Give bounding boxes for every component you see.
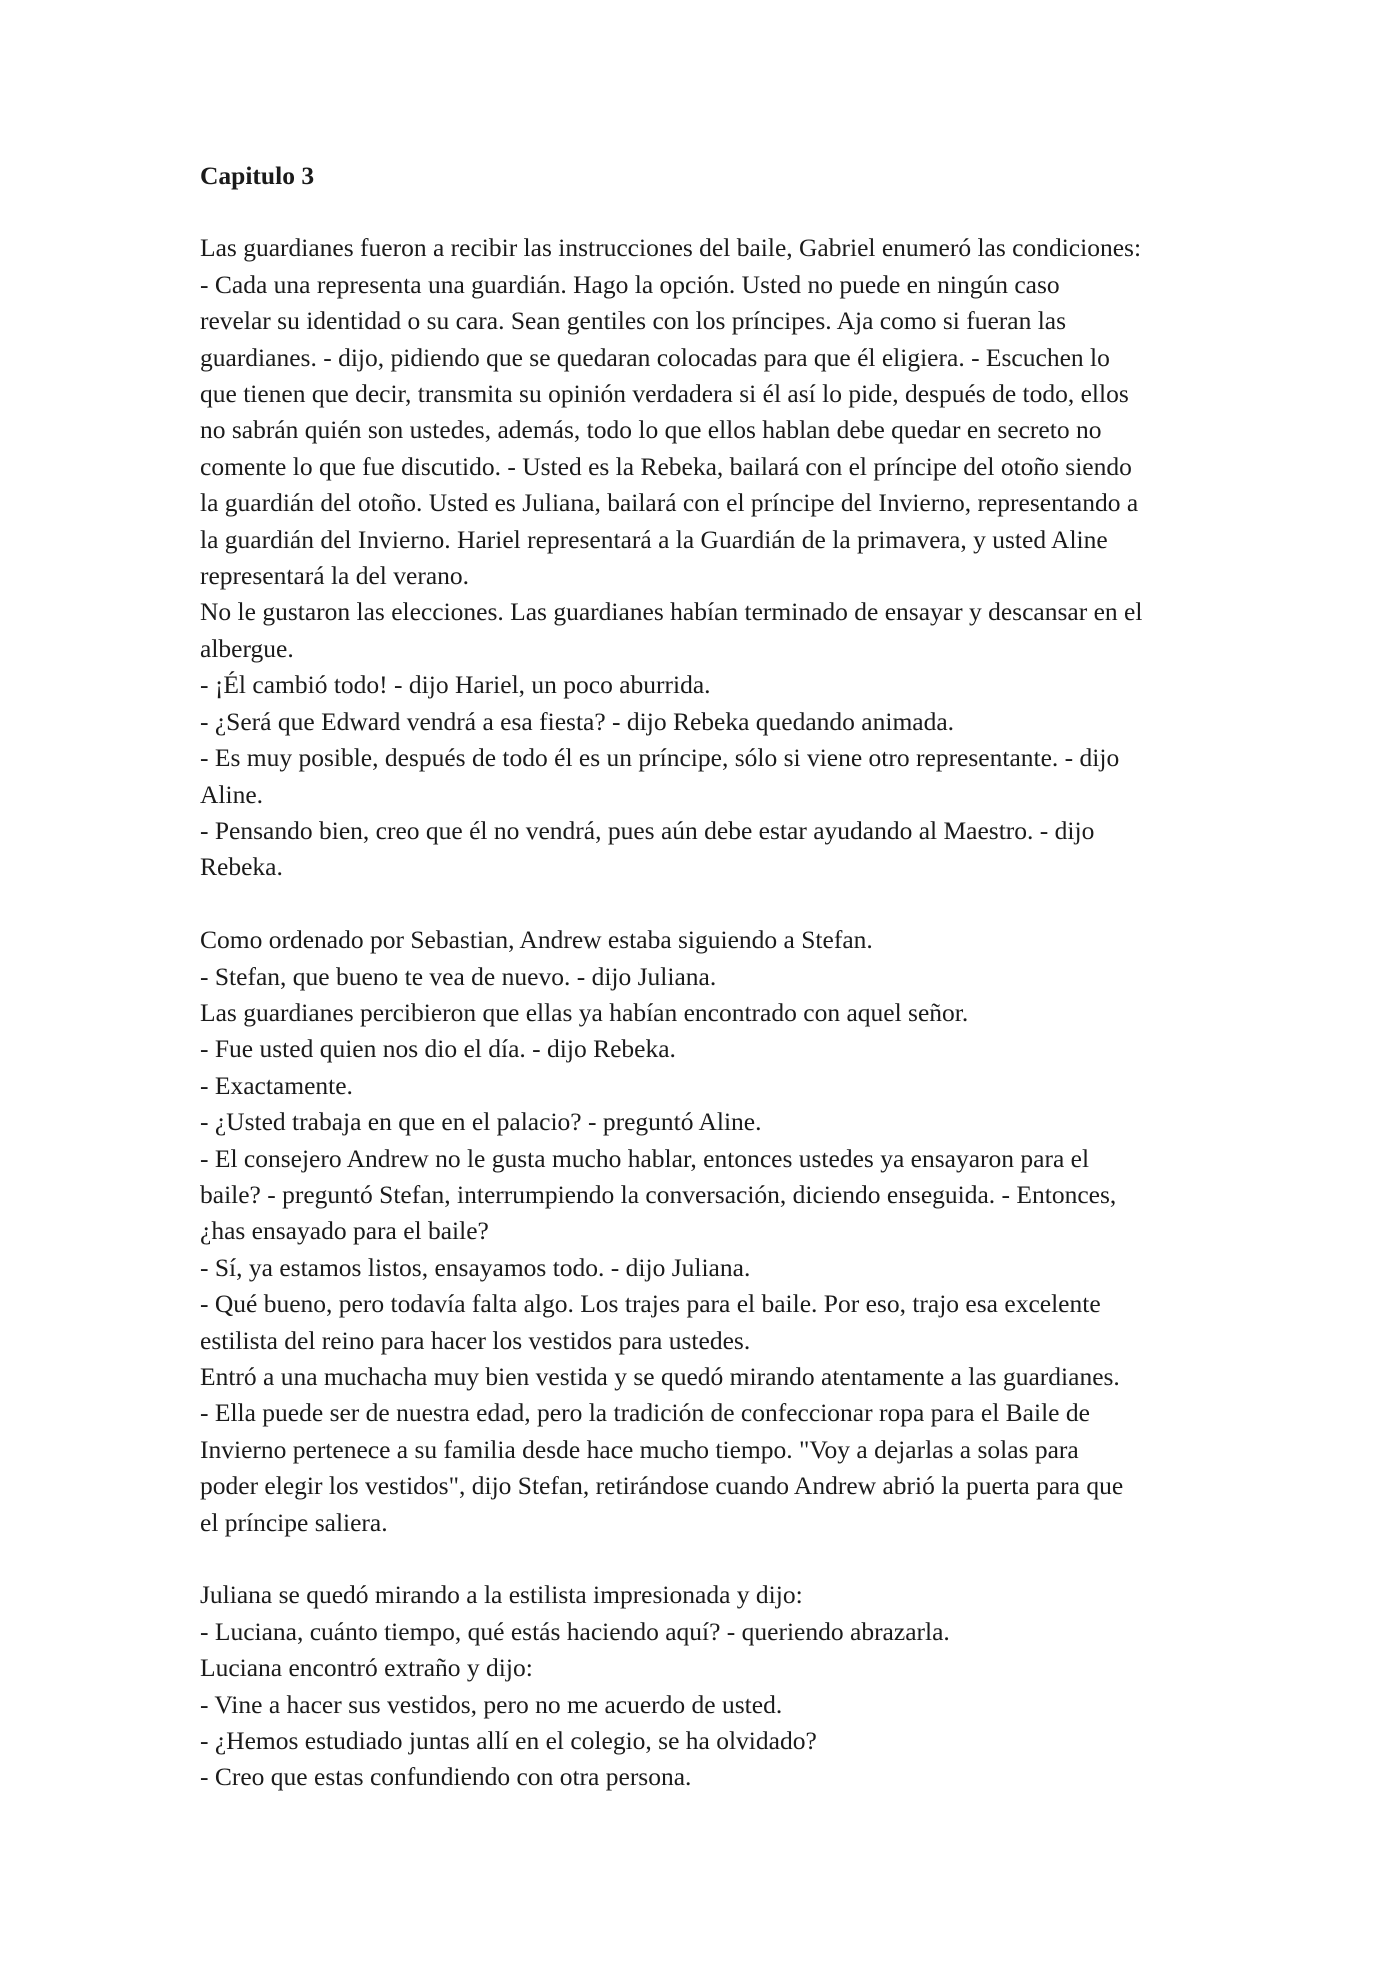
text-line: Rebeka. [200,852,283,882]
text-section [200,230,1215,885]
document-body [200,230,1215,1795]
text-line: - Exactamente. [200,1070,353,1100]
text-line: - Qué bueno, pero todavía falta algo. Los trajes para el baile. Por eso, trajo esa excelente [200,1289,1101,1319]
text-line: - Es muy posible, después de todo él es un príncipe, sólo si viene otro representante. - dijo [200,743,1120,773]
text-line: Juliana se quedó mirando a la estilista impresionada y dijo: [200,1580,803,1610]
text-line: Como ordenado por Sebastian, Andrew estaba siguiendo a Stefan. [200,925,873,955]
text-line: Aline. [200,779,264,809]
text-line: - Sí, ya estamos listos, ensayamos todo. - dijo Juliana. [200,1252,751,1282]
text-line: - ¿Será que Edward vendrá a esa fiesta? - dijo Rebeka quedando animada. [200,706,955,736]
text-section [200,1577,1215,1795]
text-line: no sabrán quién son ustedes, además, todo lo que ellos hablan debe quedar en secreto no [200,415,1102,445]
text-section [200,922,1215,1541]
text-line: - Vine a hacer sus vestidos, pero no me acuerdo de usted. [200,1689,783,1719]
text-line: Entró a una muchacha muy bien vestida y se quedó mirando atentamente a las guardianes. [200,1361,1120,1391]
text-line: estilista del reino para hacer los vestidos para ustedes. [200,1325,751,1355]
text-line: Invierno pertenece a su familia desde hace mucho tiempo. "Voy a dejarlas a solas para [200,1434,1079,1464]
text-line: - El consejero Andrew no le gusta mucho hablar, entonces ustedes ya ensayaron para el [200,1143,1090,1173]
text-line: baile? - preguntó Stefan, interrumpiendo la conversación, diciendo enseguida. - Entonces, [200,1179,1117,1209]
text-line: albergue. [200,633,294,663]
text-line: Luciana encontró extraño y dijo: [200,1653,533,1683]
document-page [200,158,1215,1832]
text-line: Las guardianes percibieron que ellas ya habían encontrado con aquel señor. [200,997,969,1027]
text-line: el príncipe saliera. [200,1507,388,1537]
text-line: la guardián del otoño. Usted es Juliana, bailará con el príncipe del Invierno, representando a [200,488,1139,518]
text-line: revelar su identidad o su cara. Sean gentiles con los príncipes. Aja como si fueran las [200,306,1067,336]
text-line: - Cada una representa una guardián. Hago la opción. Usted no puede en ningún caso [200,269,1060,299]
text-line: la guardián del Invierno. Hariel representará a la Guardián de la primavera, y usted Aline [200,524,1108,554]
text-line: - Stefan, que bueno te vea de nuevo. - dijo Juliana. [200,961,717,991]
chapter-title: Capitulo 3 [200,161,315,190]
text-line: - Luciana, cuánto tiempo, qué estás haciendo aquí? - queriendo abrazarla. [200,1616,950,1646]
text-line: - ¿Hemos estudiado juntas allí en el colegio, se ha olvidado? [200,1726,817,1756]
text-line: comente lo que fue discutido. - Usted es la Rebeka, bailará con el príncipe del otoño siendo [200,451,1132,481]
text-line: - Ella puede ser de nuestra edad, pero la tradición de confeccionar ropa para el Baile de [200,1398,1090,1428]
text-line: guardianes. - dijo, pidiendo que se quedaran colocadas para que él eligiera. - Escuchen lo [200,342,1110,372]
text-line: - ¿Usted trabaja en que en el palacio? - preguntó Aline. [200,1107,762,1137]
text-line: - Creo que estas confundiendo con otra persona. [200,1762,692,1792]
text-line: No le gustaron las elecciones. Las guardianes habían terminado de ensayar y descansar en el [200,597,1143,627]
text-line: que tienen que decir, transmita su opinión verdadera si él así lo pide, después de todo, ellos [200,379,1129,409]
text-line: - Pensando bien, creo que él no vendrá, pues aún debe estar ayudando al Maestro. - dijo [200,815,1095,845]
text-line: - Fue usted quien nos dio el día. - dijo Rebeka. [200,1034,676,1064]
text-line: representará la del verano. [200,561,470,591]
text-line: - ¡Él cambió todo! - dijo Hariel, un poco aburrida. [200,670,711,700]
text-line: poder elegir los vestidos", dijo Stefan, retirándose cuando Andrew abrió la puerta para que [200,1471,1124,1501]
text-line: Las guardianes fueron a recibir las instrucciones del baile, Gabriel enumeró las condiciones: [200,233,1142,263]
text-line: ¿has ensayado para el baile? [200,1216,489,1246]
